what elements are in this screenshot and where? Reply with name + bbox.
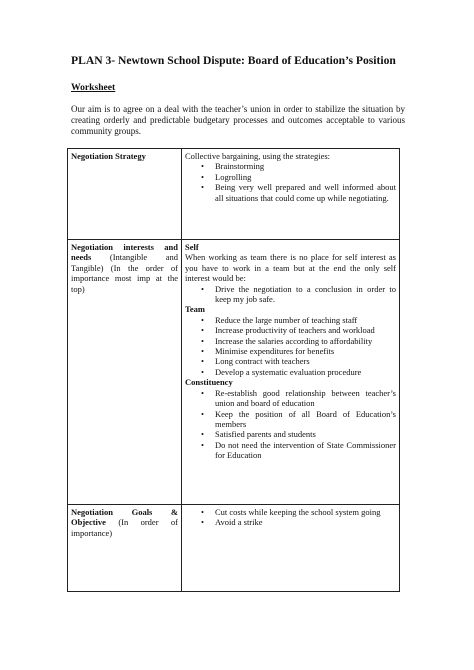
constituency-heading: Constituency — [185, 377, 233, 388]
table-row-interests — [68, 240, 400, 505]
self-heading: Self — [185, 242, 199, 252]
list-item: • Satisfied parents and students — [215, 429, 396, 439]
list-item: • Develop a systematic evaluation procedure — [215, 367, 396, 377]
list-item: • Logrolling — [215, 172, 396, 182]
worksheet-heading: Worksheet — [71, 82, 116, 93]
interests-label-cell — [68, 240, 182, 505]
strategy-content-cell — [182, 149, 400, 240]
table-row-strategy — [68, 149, 400, 240]
self-text: When working as team there is no place for self interest as you have to work in a team but at the end the only self interest would be: — [185, 252, 396, 284]
list-item: • Do not need the intervention of State Commissioner for Education — [215, 440, 396, 461]
list-item: • Avoid a strike — [215, 517, 396, 527]
interests-content-cell — [182, 240, 400, 505]
list-item: • Keep the position of all Board of Education’s members — [215, 409, 396, 430]
list-item: • Minimise expenditures for benefits — [215, 346, 396, 356]
list-item: • Increase productivity of teachers and workload — [215, 325, 396, 335]
strategy-label: Negotiation Strategy — [71, 151, 146, 161]
goals-list — [185, 507, 396, 528]
document-title: PLAN 3- Newtown School Dispute: Board of Education’s Position — [71, 54, 396, 67]
list-item: • Drive the negotiation to a conclusion in order to keep my job safe. — [215, 284, 396, 305]
intro-paragraph: Our aim is to agree on a deal with the teacher’s union in order to stabilize the situation by creating orderly and predictable budgetary processes and outcomes acceptable to various community groups. — [71, 104, 405, 136]
interests-label-rest: (Intangible and Tangible) (In the order of importance most imp at the top) — [71, 252, 178, 294]
team-list — [185, 315, 396, 377]
strategy-list — [185, 161, 396, 203]
list-item: • Reduce the large number of teaching staff — [215, 315, 396, 325]
goals-label-cell — [68, 505, 182, 592]
plan-table — [67, 148, 400, 592]
strategy-lead: Collective bargaining, using the strategies: — [185, 151, 331, 161]
goals-label-bold: Negotiation Goals & Objective — [71, 507, 178, 528]
list-item: • Long contract with teachers — [215, 356, 396, 366]
self-list — [185, 284, 396, 305]
goals-content-cell — [182, 505, 400, 592]
table-row-goals — [68, 505, 400, 592]
list-item: • Being very well prepared and well informed about all situations that could come up while negotiating. — [215, 182, 396, 203]
goals-label-rest: (In order of importance) — [71, 517, 178, 538]
list-item: • Brainstorming — [215, 161, 396, 171]
team-heading: Team — [185, 304, 205, 315]
list-item: • Cut costs while keeping the school system going — [215, 507, 396, 517]
list-item: • Re-establish good relationship between teacher’s union and board of education — [215, 388, 396, 409]
constituency-list — [185, 388, 396, 461]
list-item: • Increase the salaries according to affordability — [215, 336, 396, 346]
interests-label-bold: Negotiation interests and needs — [71, 242, 178, 263]
strategy-label-cell — [68, 149, 182, 240]
